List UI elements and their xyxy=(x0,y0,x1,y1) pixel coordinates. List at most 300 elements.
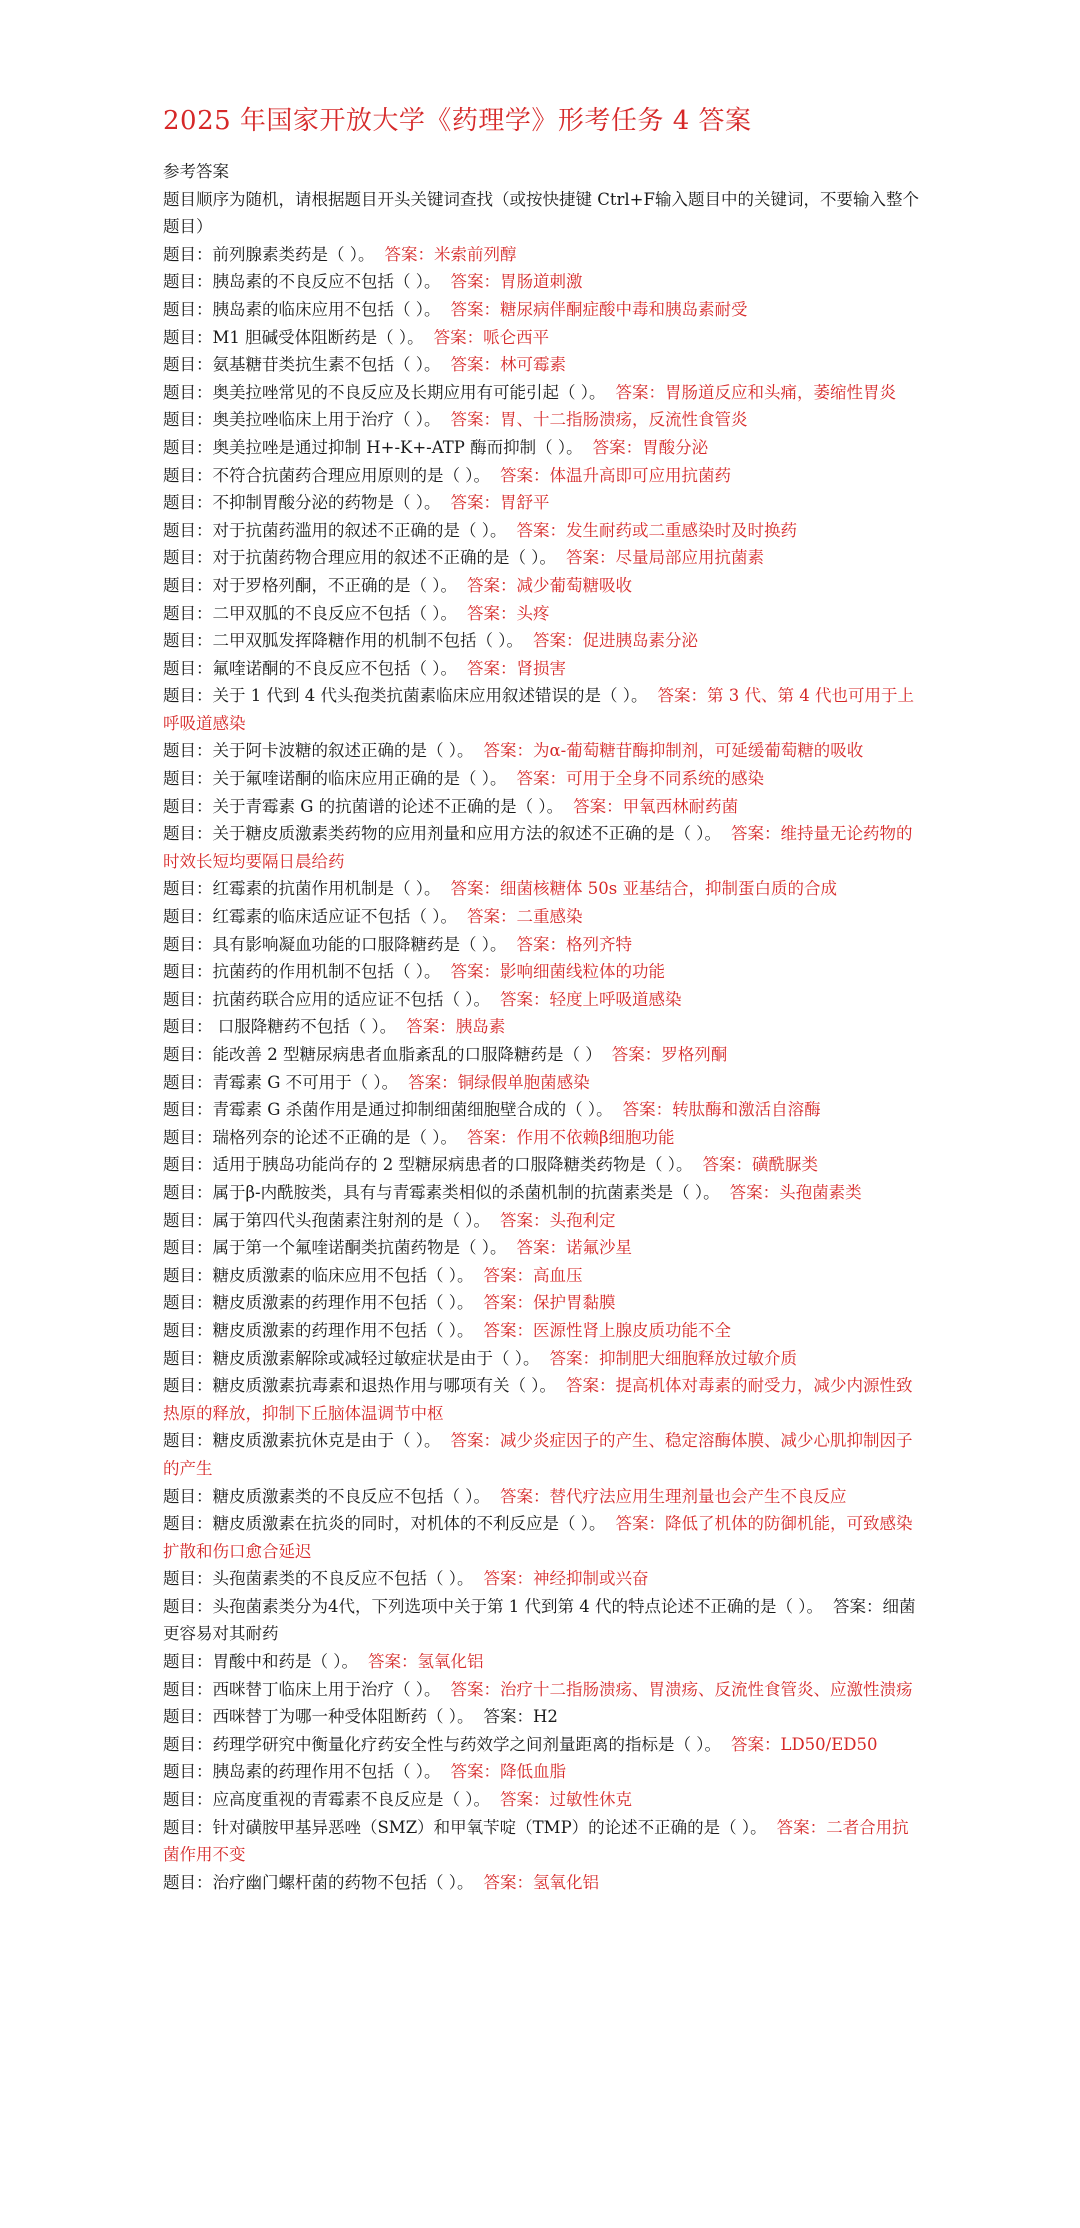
answer-prefix: 答案： xyxy=(450,355,500,375)
answer-text: 抑制肥大细胞释放过敏介质 xyxy=(599,1348,797,1368)
question-prefix: 题目： xyxy=(163,1790,213,1810)
question-answer-item xyxy=(163,600,923,628)
answer xyxy=(385,245,517,264)
question-prefix: 题目： xyxy=(163,327,213,347)
answer-prefix: 答案： xyxy=(450,1679,500,1699)
question-prefix: 题目： xyxy=(163,1652,213,1672)
answer-prefix: 答案： xyxy=(500,1790,550,1810)
answer xyxy=(408,1073,590,1092)
question-answer-item xyxy=(163,793,923,821)
answer-text: 甲氧西林耐药菌 xyxy=(622,796,739,816)
answer-text: 发生耐药或二重感染时及时换药 xyxy=(566,520,797,540)
answer-text: 细菌更容易对其耐药 xyxy=(163,1596,916,1644)
question-text: 关于 1 代到 4 代头孢类抗菌素临床应用叙述错误的是（ ）。 xyxy=(212,686,648,706)
question-answer-item xyxy=(163,986,923,1014)
question-text: 红霉素的临床适应证不包括（ ）。 xyxy=(212,907,457,927)
question-prefix: 题目： xyxy=(163,1017,213,1037)
question-answer-item xyxy=(163,517,923,545)
answer-prefix: 答案： xyxy=(368,1652,418,1672)
question-answer-item xyxy=(163,544,923,572)
question-answer-item xyxy=(163,1262,923,1290)
answer-text: 尽量局部应用抗菌素 xyxy=(615,548,764,568)
answer-prefix: 答案： xyxy=(500,1210,550,1230)
answer-text: 磺酰脲类 xyxy=(751,1155,818,1175)
answer xyxy=(500,466,731,485)
question-prefix: 题目： xyxy=(163,1514,213,1534)
question-prefix: 题目： xyxy=(163,437,213,457)
answer-text: 降低了机体的防御机能，可致感染扩散和伤口愈合延迟 xyxy=(163,1514,913,1561)
answer-prefix: 答案： xyxy=(483,1569,533,1589)
question-text: 胰岛素的不良反应不包括（ ）。 xyxy=(212,272,441,292)
answer-prefix: 答案： xyxy=(467,1127,517,1147)
question-text: 青霉素 G 不可用于（ ）。 xyxy=(212,1072,399,1092)
answer xyxy=(500,1790,632,1809)
question-text: 前列腺素类药是（ ）。 xyxy=(212,244,375,264)
answer xyxy=(451,1762,567,1781)
answer-text: 二重感染 xyxy=(516,907,583,927)
answer-text: 胃、十二指肠溃疡，反流性食管炎 xyxy=(500,410,748,430)
answer xyxy=(451,300,748,319)
answer-text: 头孢利定 xyxy=(549,1210,616,1230)
question-answer-item xyxy=(163,1648,923,1676)
question-answer-item xyxy=(163,268,923,296)
answer-prefix: 答案： xyxy=(500,1486,550,1506)
question-answer-item xyxy=(163,1013,923,1041)
answer-text: 胃肠道刺激 xyxy=(500,272,583,292)
question-prefix: 题目： xyxy=(163,355,213,375)
answer-text: 作用不依赖β细胞功能 xyxy=(516,1127,675,1147)
answer-prefix: 答案： xyxy=(406,1017,456,1037)
question-text: 抗菌药联合应用的适应证不包括（ ）。 xyxy=(212,989,490,1009)
answer-prefix: 答案： xyxy=(500,989,550,1009)
question-prefix: 题目： xyxy=(163,244,213,264)
question-text: 二甲双胍的不良反应不包括（ ）。 xyxy=(212,603,457,623)
answer-prefix: 答案： xyxy=(467,658,517,678)
answer xyxy=(500,990,682,1009)
question-answer-list xyxy=(163,241,923,1897)
question-prefix: 题目： xyxy=(163,1762,213,1782)
question-prefix: 题目： xyxy=(163,493,213,513)
question-text: 青霉素 G 杀菌作用是通过抑制细菌细胞壁合成的（ ）。 xyxy=(212,1100,613,1120)
question-answer-item xyxy=(163,572,923,600)
question-prefix: 题目： xyxy=(163,1320,213,1340)
question-text: 对于抗菌药滥用的叙述不正确的是（ ）。 xyxy=(212,520,507,540)
question-answer-item xyxy=(163,241,923,269)
question-answer-item xyxy=(163,1593,923,1648)
answer xyxy=(533,631,698,650)
question-answer-item xyxy=(163,1758,923,1786)
answer-text: 减少炎症因子的产生、稳定溶酶体膜、减少心肌抑制因子的产生 xyxy=(163,1431,913,1478)
answer-text: 罗格列酮 xyxy=(661,1045,728,1064)
answer-text: 肾损害 xyxy=(516,658,566,678)
answer xyxy=(517,521,798,540)
question-text: 应高度重视的青霉素不良反应是（ ）。 xyxy=(212,1790,490,1810)
question-prefix: 题目： xyxy=(163,1872,213,1892)
answer-prefix: 答案： xyxy=(611,1045,662,1064)
question-prefix: 题目： xyxy=(163,824,213,844)
document-page xyxy=(163,104,923,1896)
answer xyxy=(451,879,837,898)
question-prefix: 题目： xyxy=(163,1486,213,1506)
answer-text: 胃舒平 xyxy=(500,493,550,513)
question-text: 胰岛素的药理作用不包括（ ）。 xyxy=(212,1762,441,1782)
answer xyxy=(467,907,583,926)
answer xyxy=(612,1045,728,1064)
answer-prefix: 答案： xyxy=(622,1100,673,1120)
answer-prefix: 答案： xyxy=(731,1734,781,1754)
question-prefix: 题目： xyxy=(163,1155,213,1175)
question-prefix: 题目： xyxy=(163,741,213,761)
question-text: 关于阿卡波糖的叙述正确的是（ ）。 xyxy=(212,741,474,761)
answer-prefix: 答案： xyxy=(566,1376,616,1396)
question-prefix: 题目： xyxy=(163,1238,213,1258)
question-answer-item xyxy=(163,931,923,959)
question-prefix: 题目： xyxy=(163,382,213,402)
question-text: 西咪替丁临床上用于治疗（ ）。 xyxy=(212,1679,441,1699)
question-answer-item xyxy=(163,1041,923,1069)
answer-prefix: 答案： xyxy=(450,410,500,430)
answer xyxy=(566,548,764,567)
question-text: 糖皮质激素抗毒素和退热作用与哪项有关（ ）。 xyxy=(212,1376,556,1396)
question-answer-item xyxy=(163,489,923,517)
question-answer-item xyxy=(163,1731,923,1759)
answer-prefix: 答案： xyxy=(450,1762,500,1782)
answer-text: 头疼 xyxy=(516,603,550,623)
answer-prefix: 答案： xyxy=(467,603,517,623)
question-answer-item xyxy=(163,1345,923,1373)
question-prefix: 题目： xyxy=(163,1707,213,1727)
answer xyxy=(500,1487,847,1506)
answer xyxy=(484,1266,583,1285)
question-text: 不符合抗菌药合理应用原则的是（ ）。 xyxy=(212,465,490,485)
question-prefix: 题目： xyxy=(163,934,213,954)
question-answer-item xyxy=(163,655,923,683)
question-answer-item xyxy=(163,379,923,407)
question-answer-item xyxy=(163,875,923,903)
answer-text: 为α-葡萄糖苷酶抑制剂，可延缓葡萄糖的吸收 xyxy=(533,741,864,761)
question-text: 药理学研究中衡量化疗药安全性与药效学之间剂量距离的指标是（ ）。 xyxy=(212,1734,721,1754)
answer-prefix: 答案： xyxy=(516,769,566,789)
question-prefix: 题目： xyxy=(163,603,213,623)
question-answer-item xyxy=(163,737,923,765)
question-text: 关于氟喹诺酮的临床应用正确的是（ ）。 xyxy=(212,769,507,789)
answer-text: 细菌核糖体 50s 亚基结合，抑制蛋白质的合成 xyxy=(500,879,837,899)
question-text: 抗菌药的作用机制不包括（ ）。 xyxy=(212,962,441,982)
question-prefix: 题目： xyxy=(163,410,213,430)
question-text: 关于糖皮质激素类药物的应用剂量和应用方法的叙述不正确的是（ ）。 xyxy=(212,824,721,844)
question-answer-item xyxy=(163,1289,923,1317)
answer xyxy=(517,769,765,788)
answer-prefix: 答案： xyxy=(483,1265,533,1285)
question-answer-item xyxy=(163,351,923,379)
answer xyxy=(434,328,550,347)
answer-text: 诺氟沙星 xyxy=(566,1238,632,1258)
answer-text: 降低血脂 xyxy=(500,1762,566,1782)
question-text: 糖皮质激素在抗炎的同时，对机体的不利反应是（ ）。 xyxy=(212,1514,606,1534)
question-answer-item xyxy=(163,1427,923,1482)
answer xyxy=(451,272,583,291)
answer xyxy=(451,355,567,374)
question-text: 二甲双胍发挥降糖作用的机制不包括（ ）。 xyxy=(212,631,523,651)
answer xyxy=(484,1873,600,1892)
question-prefix: 题目： xyxy=(163,686,213,706)
answer-prefix: 答案： xyxy=(408,1072,458,1092)
question-prefix: 题目： xyxy=(163,1376,213,1396)
question-answer-item xyxy=(163,324,923,352)
answer-text: 胰岛素 xyxy=(455,1017,506,1037)
answer xyxy=(467,659,566,678)
answer-prefix: 答案： xyxy=(483,1293,533,1313)
question-text: 奥美拉唑是通过抑制 H+-K+-ATP 酶而抑制（ ）。 xyxy=(212,437,583,457)
answer xyxy=(484,1569,649,1588)
question-text: 属于β-内酰胺类，具有与青霉素类相似的杀菌机制的抗菌素类是（ ）。 xyxy=(212,1182,720,1202)
answer-text: 格列齐特 xyxy=(566,934,632,954)
answer-text: 替代疗法应用生理剂量也会产生不良反应 xyxy=(549,1486,847,1506)
answer xyxy=(484,1707,558,1726)
question-prefix: 题目： xyxy=(163,1431,213,1451)
search-instructions: 题目顺序为随机，请根据题目开头关键词查找（或按快捷键 Ctrl+F输入题目中的关键词，不要输入整个题目） xyxy=(163,189,919,237)
question-text: 胰岛素的临床应用不包括（ ）。 xyxy=(212,299,441,319)
question-text: 头孢菌素类分为4代，下列选项中关于第 1 代到第 4 代的特点论述不正确的是（ ）。 xyxy=(212,1596,823,1616)
answer-prefix: 答案： xyxy=(450,272,500,292)
answer-prefix: 答案： xyxy=(450,299,500,319)
question-answer-item xyxy=(163,434,923,462)
answer-prefix: 答案： xyxy=(450,1431,500,1451)
question-text: 氨基糖苷类抗生素不包括（ ）。 xyxy=(212,355,441,375)
answer-prefix: 答案： xyxy=(566,548,616,568)
answer-prefix: 答案： xyxy=(516,934,566,954)
answer-prefix: 答案： xyxy=(467,575,517,595)
answer xyxy=(406,1017,505,1036)
answer xyxy=(484,741,864,760)
answer-prefix: 答案： xyxy=(533,631,583,651)
answer-text: 第 3 代、第 4 代也可用于上呼吸道感染 xyxy=(163,686,914,733)
question-answer-item xyxy=(163,1069,923,1097)
question-text: 属于第四代头孢菌素注射剂的是（ ）。 xyxy=(212,1210,490,1230)
answer-text: 高血压 xyxy=(533,1265,583,1285)
question-text: 糖皮质激素的药理作用不包括（ ）。 xyxy=(212,1293,474,1313)
question-prefix: 题目： xyxy=(163,879,213,899)
question-text: 不抑制胃酸分泌的药物是（ ）。 xyxy=(212,493,441,513)
question-answer-item xyxy=(163,820,923,875)
question-prefix: 题目： xyxy=(163,272,213,292)
question-prefix: 题目： xyxy=(163,1734,213,1754)
question-prefix: 题目： xyxy=(163,769,213,789)
answer-prefix: 答案： xyxy=(450,879,500,899)
answer-text: 氢氧化铝 xyxy=(417,1652,484,1672)
answer-text: 胃肠道反应和头痛，萎缩性胃炎 xyxy=(665,382,896,402)
answer xyxy=(616,383,897,402)
answer-text: 减少葡萄糖吸收 xyxy=(516,575,632,595)
answer-text: 转肽酶和激活自溶酶 xyxy=(672,1100,821,1120)
question-answer-item xyxy=(163,1124,923,1152)
answer-prefix: 答案： xyxy=(483,1872,533,1892)
question-prefix: 题目： xyxy=(163,631,213,651)
answer-text: 提高机体对毒素的耐受力，减少内源性致热原的释放，抑制下丘脑体温调节中枢 xyxy=(163,1376,913,1423)
question-answer-item xyxy=(163,1786,923,1814)
question-text: 糖皮质激素解除或减轻过敏症状是由于（ ）。 xyxy=(212,1348,540,1368)
question-answer-item xyxy=(163,1151,923,1179)
answer-prefix: 答案： xyxy=(615,1514,665,1534)
answer-prefix: 答案： xyxy=(702,1155,752,1175)
answer-prefix: 答案： xyxy=(615,382,665,402)
answer xyxy=(451,410,748,429)
answer-text: 治疗十二指肠溃疡、胃溃疡、反流性食管炎、应激性溃疡 xyxy=(500,1679,913,1699)
answer-prefix: 答案： xyxy=(592,437,643,457)
question-answer-item xyxy=(163,1207,923,1235)
question-prefix: 题目： xyxy=(163,575,213,595)
question-prefix: 题目： xyxy=(163,1569,213,1589)
answer xyxy=(731,1735,878,1754)
answer-text: 二者合用抗菌作用不变 xyxy=(163,1817,909,1865)
question-prefix: 题目： xyxy=(163,1127,213,1147)
question-text: 关于青霉素 G 的抗菌谱的论述不正确的是（ ）。 xyxy=(212,796,564,816)
answer-prefix: 答案： xyxy=(433,327,484,347)
question-text: 西咪替丁为哪一种受体阻断药（ ）。 xyxy=(212,1707,474,1727)
answer-prefix: 答案： xyxy=(832,1596,883,1616)
answer xyxy=(702,1155,818,1174)
answer xyxy=(484,1321,732,1340)
question-text: 针对磺胺甲基异恶唑（SMZ）和甲氧苄啶（TMP）的论述不正确的是（ ）。 xyxy=(212,1817,767,1837)
answer xyxy=(368,1652,484,1671)
answer-text: 体温升高即可应用抗菌药 xyxy=(549,465,731,485)
question-prefix: 题目： xyxy=(163,907,213,927)
answer-prefix: 答案： xyxy=(450,962,500,982)
question-text: 胃酸中和药是（ ）。 xyxy=(212,1652,358,1672)
question-prefix: 题目： xyxy=(163,465,213,485)
question-answer-item xyxy=(163,627,923,655)
question-text: 属于第一个氟喹诺酮类抗菌药物是（ ）。 xyxy=(212,1238,507,1258)
question-prefix: 题目： xyxy=(163,1265,213,1285)
answer-prefix: 答案： xyxy=(384,244,434,264)
document-title: 2025 年国家开放大学《药理学》形考任务 4 答案 xyxy=(163,106,752,136)
answer-prefix: 答案： xyxy=(483,1320,533,1340)
question-text: 奥美拉唑常见的不良反应及长期应用有可能引起（ ）。 xyxy=(212,382,606,402)
answer-text: 头孢菌素类 xyxy=(779,1182,862,1202)
answer-text: 影响细菌线粒体的功能 xyxy=(500,962,665,982)
answer-text: 神经抑制或兴奋 xyxy=(533,1569,649,1589)
answer-text: 促进胰岛素分泌 xyxy=(582,631,698,651)
answer xyxy=(484,1293,616,1312)
question-answer-item xyxy=(163,1234,923,1262)
question-prefix: 题目： xyxy=(163,1072,213,1092)
answer-text: 铜绿假单胞菌感染 xyxy=(457,1072,590,1092)
answer-text: 哌仑西平 xyxy=(483,327,550,347)
question-answer-item xyxy=(163,1676,923,1704)
question-text: M1 胆碱受体阻断药是（ ）。 xyxy=(212,327,424,347)
question-answer-item xyxy=(163,1814,923,1869)
answer xyxy=(467,604,550,623)
answer xyxy=(623,1100,821,1119)
answer-text: 过敏性休克 xyxy=(549,1790,632,1810)
question-prefix: 题目： xyxy=(163,962,213,982)
question-text: 口服降糖药不包括（ ）。 xyxy=(212,1017,397,1037)
question-prefix: 题目： xyxy=(163,1293,213,1313)
question-prefix: 题目： xyxy=(163,1679,213,1699)
question-prefix: 题目： xyxy=(163,989,213,1009)
reference-answer-heading: 参考答案 xyxy=(163,162,229,181)
answer-prefix: 答案： xyxy=(549,1348,599,1368)
answer xyxy=(451,962,666,981)
question-answer-item xyxy=(163,682,923,737)
answer xyxy=(467,576,632,595)
question-text: 对于罗格列酮，不正确的是（ ）。 xyxy=(212,575,457,595)
question-text: 红霉素的抗菌作用机制是（ ）。 xyxy=(212,879,441,899)
answer-prefix: 答案： xyxy=(731,824,781,844)
question-text: 糖皮质激素的临床应用不包括（ ）。 xyxy=(212,1265,474,1285)
question-text: 糖皮质激素类的不良反应不包括（ ）。 xyxy=(212,1486,490,1506)
answer xyxy=(550,1349,798,1368)
question-text: 具有影响凝血功能的口服降糖药是（ ）。 xyxy=(212,934,507,954)
answer-prefix: 答案： xyxy=(483,1707,533,1727)
question-answer-item xyxy=(163,462,923,490)
answer-text: 糖尿病伴酮症酸中毒和胰岛素耐受 xyxy=(500,299,748,319)
question-prefix: 题目： xyxy=(163,1817,213,1837)
question-prefix: 题目： xyxy=(163,1210,213,1230)
question-text: 治疗幽门螺杆菌的药物不包括（ ）。 xyxy=(212,1872,474,1892)
answer xyxy=(730,1183,862,1202)
question-answer-item xyxy=(163,1703,923,1731)
question-text: 瑞格列奈的论述不正确的是（ ）。 xyxy=(212,1127,457,1147)
question-text: 适用于胰岛功能尚存的 2 型糖尿病患者的口服降糖类药物是（ ）。 xyxy=(212,1155,693,1175)
answer-text: 米索前列醇 xyxy=(434,244,517,264)
question-answer-item xyxy=(163,958,923,986)
question-answer-item xyxy=(163,903,923,931)
question-prefix: 题目： xyxy=(163,1348,213,1368)
answer-prefix: 答案： xyxy=(516,520,566,540)
question-answer-item xyxy=(163,1510,923,1565)
answer xyxy=(451,493,550,512)
question-prefix: 题目： xyxy=(163,299,213,319)
answer-prefix: 答案： xyxy=(467,907,517,927)
question-prefix: 题目： xyxy=(163,1045,213,1064)
answer xyxy=(500,1211,616,1230)
answer-prefix: 答案： xyxy=(483,741,533,761)
question-prefix: 题目： xyxy=(163,1182,213,1202)
answer-text: 医源性肾上腺皮质功能不全 xyxy=(533,1320,731,1340)
answer-prefix: 答案： xyxy=(573,796,623,816)
question-prefix: 题目： xyxy=(163,1596,213,1616)
question-text: 头孢菌素类的不良反应不包括（ ）。 xyxy=(212,1569,474,1589)
answer xyxy=(593,438,709,457)
question-text: 氟喹诺酮的不良反应不包括（ ）。 xyxy=(212,658,457,678)
answer xyxy=(517,935,633,954)
answer-text: 可用于全身不同系统的感染 xyxy=(566,769,764,789)
question-prefix: 题目： xyxy=(163,1100,213,1120)
question-answer-item xyxy=(163,1096,923,1124)
question-answer-item xyxy=(163,406,923,434)
question-answer-item xyxy=(163,1483,923,1511)
answer-prefix: 答案： xyxy=(500,465,550,485)
question-prefix: 题目： xyxy=(163,796,213,816)
question-answer-item xyxy=(163,1869,923,1897)
question-text: 能改善 2 型糖尿病患者血脂紊乱的口服降糖药是（ ） xyxy=(212,1045,602,1064)
answer-prefix: 答案： xyxy=(516,1238,566,1258)
question-answer-item xyxy=(163,296,923,324)
question-text: 糖皮质激素抗休克是由于（ ）。 xyxy=(212,1431,441,1451)
question-answer-item xyxy=(163,1317,923,1345)
answer-text: 胃酸分泌 xyxy=(642,437,709,457)
question-text: 奥美拉唑临床上用于治疗（ ）。 xyxy=(212,410,441,430)
question-text: 糖皮质激素的药理作用不包括（ ）。 xyxy=(212,1320,474,1340)
answer-text: H2 xyxy=(533,1707,558,1727)
question-prefix: 题目： xyxy=(163,658,213,678)
answer-text: 氢氧化铝 xyxy=(533,1872,599,1892)
question-text: 对于抗菌药物合理应用的叙述不正确的是（ ）。 xyxy=(212,548,556,568)
question-answer-item xyxy=(163,1372,923,1427)
answer xyxy=(573,797,738,816)
answer-prefix: 答案： xyxy=(657,686,707,706)
